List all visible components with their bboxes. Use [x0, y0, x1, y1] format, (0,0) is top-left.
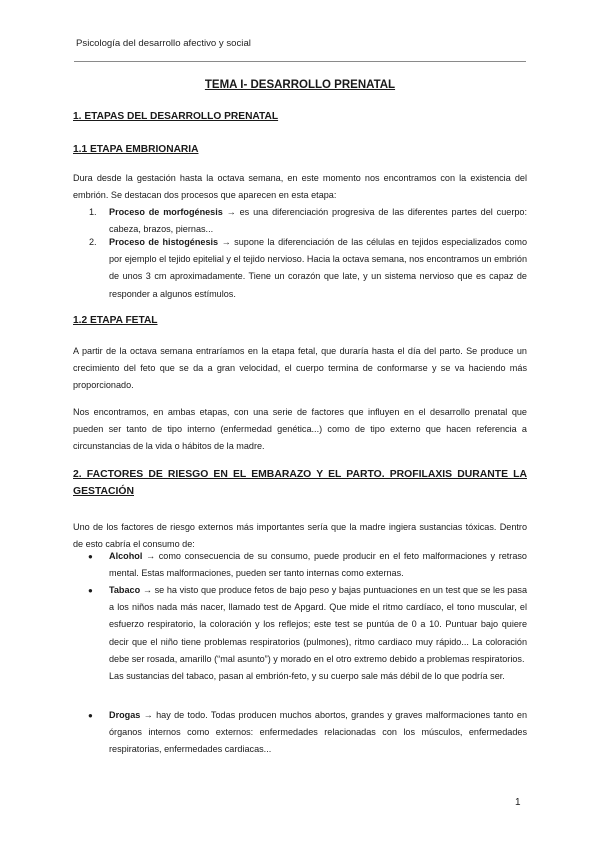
section-2-heading: 2. FACTORES DE RIESGO EN EL EMBARAZO Y EL PARTO. PROFILAXIS DURANTE LA GESTACIÓN — [73, 469, 527, 497]
fetal-stage-paragraph: A partir de la octava semana entraríamos en la etapa fetal, que duraría hasta el día del parto. Se produce un crecimiento del feto que se da a gran velocidad, el cuerpo termina de conformarse y se va haciendo más proporcionado. — [73, 346, 527, 391]
running-header: Psicología del desarrollo afectivo y social — [76, 38, 251, 49]
list-number: 2. — [89, 237, 97, 247]
list-item-term: Drogas — [109, 710, 141, 720]
list-item-text: → como consecuencia de su consumo, puede producir en el feto malformaciones y retraso mental. Estas malformaciones, pueden ser tanto internas como externas. — [109, 551, 527, 579]
section-1-heading: 1. ETAPAS DEL DESARROLLO PRENATAL — [73, 111, 279, 122]
list-item-tobacco — [88, 582, 527, 685]
list-item-term: Proceso de morfogénesis — [109, 207, 223, 217]
list-item-term: Alcohol — [109, 551, 143, 561]
header-divider — [74, 61, 526, 62]
subsection-1-1-heading: 1.1 ETAPA EMBRIONARIA — [73, 144, 199, 155]
subsection-1-2-heading: 1.2 ETAPA FETAL — [73, 315, 158, 326]
list-item-text: → es una diferenciación progresiva de las diferentes partes del cuerpo: cabeza, brazos, piernas... — [109, 207, 527, 235]
factors-paragraph: Nos encontramos, en ambas etapas, con una serie de factores que influyen en el desarrollo prenatal que pueden ser tanto de tipo interno (enfermedad genética...) como de tipo externo que hacen referencia a circunstancias de la vida o hábitos de la madre. — [73, 407, 527, 452]
list-item-continuation: Las sustancias del tabaco, pasan al embrión-feto, y su cuerpo sale más débil de lo que podría ser. — [109, 671, 505, 682]
page-number: 1 — [515, 797, 521, 808]
list-item-term: Tabaco — [109, 585, 141, 595]
embryonic-intro-paragraph: Dura desde la gestación hasta la octava semana, en este momento nos encontramos con la existencia del embrión. Se destacan dos procesos que aparecen en esta etapa: — [73, 173, 527, 201]
bullet-icon: ● — [88, 552, 93, 561]
bullet-icon: ● — [88, 586, 93, 595]
bullet-icon: ● — [88, 711, 93, 720]
list-item-text: → hay de todo. Todas producen muchos abortos, grandes y graves malformaciones tanto en órganos internos como externos: enfermedades relacionadas con los músculos, enfermedades respiratorias, enfermedades cardiacas... — [109, 710, 527, 755]
risk-factors-intro-paragraph: Uno de los factores de riesgo externos más importantes sería que la madre ingiera sustancias tóxicas. Dentro de esto cabría el consumo de: — [73, 522, 527, 550]
list-number: 1. — [89, 207, 97, 217]
list-item-alcohol — [88, 548, 527, 582]
document-title: TEMA I- DESARROLLO PRENATAL — [204, 79, 396, 91]
list-item-histogenesis — [89, 234, 528, 303]
list-item-text: → supone la diferenciación de las células en tejidos especializados como por ejemplo el tejido epitelial y el tejido nervioso. Hacia la octava semana, nos encontramos un embrión de unos 3 cm aproximadamente. Tiene un corazón que late, y un sistema nervioso que es capaz de responder a algunos estímulos. — [109, 237, 528, 299]
list-item-text: → se ha visto que produce fetos de bajo peso y bajas puntuaciones en un test que se les pasa a los niños nada más nacer, llamado test de Apgard. Que mide el ritmo cardíaco, el tono muscular, el esfuerzo respiratorio, la coloración y los reflejos; este test se puntúa de 0 a 10. Puntuar bajo quiere decir que el niño tiene problemas respiratorios (pulmones), ritmo cardiaco muy rápido... La coloración debe ser rosada, amarillo (“mal asunto”) y morado en el otro extremo debido a problemas respiratorios. — [109, 585, 527, 664]
list-item-drugs — [88, 707, 527, 759]
list-item-term: Proceso de histogénesis — [109, 237, 219, 247]
